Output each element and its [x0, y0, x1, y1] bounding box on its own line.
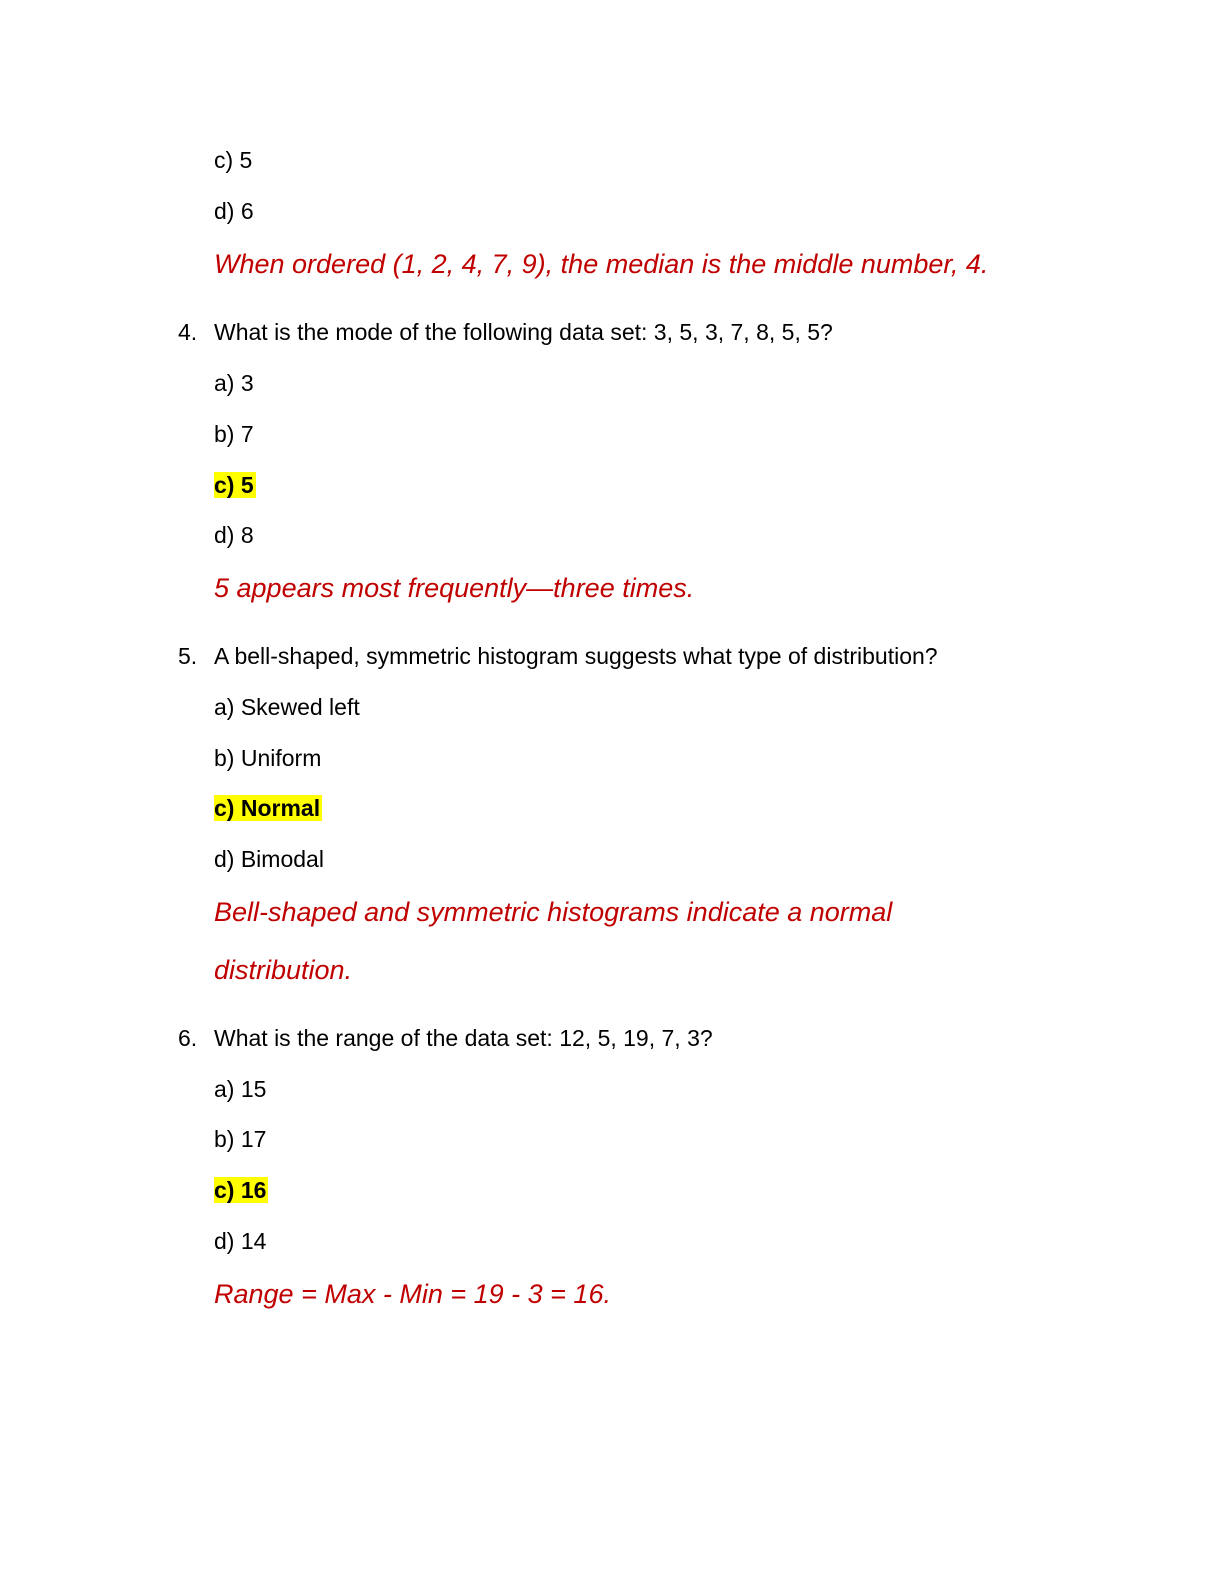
- q3-explanation: When ordered (1, 2, 4, 7, 9), the median is the middle number, 4.: [214, 249, 989, 279]
- q6-correct-highlight: c) 16: [214, 1177, 267, 1203]
- q5-explanation-line-1: Bell-shaped and symmetric histograms indicate a normal: [214, 897, 893, 927]
- q5-number: 5.: [178, 643, 198, 669]
- q5-correct-highlight: c) Normal: [214, 795, 321, 821]
- q5-option-d: d) Bimodal: [214, 846, 324, 872]
- q4-option-c-correct: [214, 470, 256, 500]
- q3-option-c: c) 5: [214, 147, 253, 173]
- q4-option-d: d) 8: [214, 522, 254, 548]
- q4-question-text: What is the mode of the following data set: 3, 5, 3, 7, 8, 5, 5?: [214, 319, 833, 345]
- q5-explanation-line-2: distribution.: [214, 955, 353, 985]
- q4-option-b: b) 7: [214, 421, 254, 447]
- q4-correct-highlight: c) 5: [214, 472, 254, 498]
- q5-option-a: a) Skewed left: [214, 694, 360, 720]
- q3-option-d: d) 6: [214, 198, 254, 224]
- q6-option-d: d) 14: [214, 1228, 267, 1254]
- q4-number: 4.: [178, 319, 198, 345]
- q5-question-text: A bell-shaped, symmetric histogram suggests what type of distribution?: [214, 643, 938, 669]
- q5-option-b: b) Uniform: [214, 745, 322, 771]
- q5-option-c-correct: [214, 793, 322, 823]
- q6-question-text: What is the range of the data set: 12, 5, 19, 7, 3?: [214, 1025, 713, 1051]
- q6-option-c-correct: [214, 1175, 268, 1205]
- q4-option-a: a) 3: [214, 370, 254, 396]
- q6-number: 6.: [178, 1025, 198, 1051]
- q6-explanation: Range = Max - Min = 19 - 3 = 16.: [214, 1279, 611, 1309]
- q6-option-a: a) 15: [214, 1076, 267, 1102]
- q4-explanation: 5 appears most frequently—three times.: [214, 573, 695, 603]
- q6-option-b: b) 17: [214, 1126, 267, 1152]
